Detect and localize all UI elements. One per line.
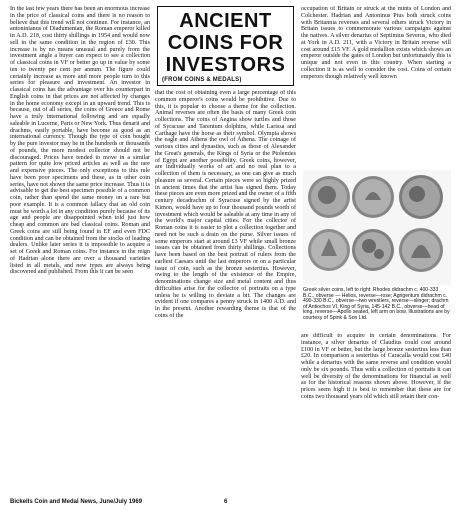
article-paragraph: that the cost of obtaining even a large percentage of this common emperor's coins would be prohibitive. Due to this, it is popular to choose a theme for the collection. Animal reverses are often the basis of many Greek coin collections. The coins of Aegina show turtles and those of Syracuse and Tarentum dolphins, while Larissa and Carthage have the horse as their symbol. Olympia shows the eagle and Athens the owl of Athena. The coinage of various cities and dynasties, such as those of Alexander the Great's generals, the Kings of Syria or the Ptolemies of Egypt are another possibility. Greek coins, however, are individually works of art and no real plan to a collection of them is necessary, as one can give as much pleasure as several. Certain pieces were so highly prized in ancient times that the artist has signed them. Today these pieces are even more prized and the owner of a fifth century decadrachm of Syracuse signed by the artist Kimon, would have up to four thousand pounds worth of investment which would be saleable at any time in any of the world's major capital cities. For the collector of Roman coins it is easier to plot a collection together and need not be such a drain on the purse. Silver issues of some emperors start at around £3 VF while small bronze issues can be obtained from thirty shillings. Collections have been based on the best portrait of rulers from the earliest Caesars until the last emperors or on a particular issue of coin, such as the bronze sestertius. However, owing to the length of the existence of the Empire, denominations change size and metal content and thus difficulties arise for the collector of portraits on a type unless he is willing to deviate a bit. The changes are evident if one compares a penny struck in 1400 A.D. and in the present. Another rewarding theme is that of the coins of the — [155, 90, 296, 319]
article-paragraph: occupation of Britain or struck at the mints of London and Colchester. Hadrian and Antoninus Pius both struck coins with Britannia reverses and several others struck Victory in Britain issues to commemorate various campaigns against the natives. A silver denarius of Septimius Severus, who died at York in A.D. 211, with a Victory in Britain reverse will cost around £15 VF. A gold medallion exists which shows an emperor outside the gates of London but unfortunately this is unique and not even in this country. When starting a collection it is as well to consider the cost. Coins of certain emperors though relatively well known — [301, 6, 451, 80]
page-number: 6 — [224, 499, 228, 505]
article-paragraph: are difficult to acquire in certain denominations. For instance, a silver denarius of Claudius could cost around £100 in VF or better, but the large bronze sestertius less than £20. In comparison a sestertius of Caracalla would cost £40 while a denarius with the same reverse and condition would only be six pounds. Thus with a collection of portraits it can well be diversity of the denominations for financial as well as for the historical reasons shown above. However, if the prices seem high it is best to remember that these are for coins two thousand years old which still retain their con- — [301, 333, 451, 400]
article-title-box — [157, 6, 294, 86]
title-line-1: ANCIENT — [179, 10, 272, 32]
title-line-2: COINS FOR — [167, 32, 284, 54]
coin-image — [399, 175, 443, 219]
article-column-1 — [10, 6, 150, 499]
coin-image — [308, 176, 350, 218]
article-paragraph: In the last few years there has been an enormous increase in the price of classical coins and there is no reason to believe that this trend will not continue. For instance, an antoninianus of Diadumenian, the Roman emperor killed in A.D. 218, cost thirty shillings in 1954 and would now sell in the same condition in the region of £30. This increase is by no means unusual and purely from the investment angle a buyer can expect to see a collection of classical coins in VF or better go up in value by some ten to twenty per cent per annum. The figure could certainly increase as more and more people turn to this series for pleasure and investment. An investor in classical coins has the advantage over his counterpart in English coins in that prices are not affected by changes in the home economy except in an upward trend. This is because, out of all series, the coins of Greece and Rome have a truly international following and are equally saleable in Lucerne, Paris or New York. Thus denarii and drachms, easily portable, have become as good as an international currency. Though the type of coin bought by the pure investor may be in the hundreds or thousands of pounds, the more modest collector should not be discouraged. Prices have tended to move in a similar pattern for quite low priced articles as well as the rare and expensive pieces. The only exceptions to this rule have been poor specimens and these, as in other coin series, have not shown the same price increase. Thus it is advisable to get the best specimen possible of a common coin, rather than spend the same money on a rare but poor example. It is a common fallacy that an old coin must be worth a lot in any condition purely because of its age and people are disappointed when told just how cheap and common are bad classical coins. Roman and Greek coins are still being found in EF and even FDC condition and can be obtained from the stocks of leading dealers. Unlike later series it is impossible to acquire a set of Greek and Roman coins. For instance in the reign of Hadrian alone there are over a thousand varieties listed in all metals, and new types are always being discovered and published. From this it can be seen — [10, 6, 150, 276]
greek-coins-photo — [303, 170, 451, 285]
coin-image — [308, 229, 350, 271]
coin-image — [399, 228, 443, 272]
coin-image — [352, 229, 394, 271]
coin-image — [352, 176, 394, 218]
article-column-3-bottom — [301, 333, 451, 503]
publication-footer: Bickells Coin and Medal News, June/July 1969 — [10, 499, 143, 505]
article-column-2 — [155, 90, 296, 503]
article-column-3-top — [301, 6, 451, 166]
photo-caption: Greek silver coins, left to right: Rhodes didrachm c. 400-333 B.C., obverse — Helios, reverse—rose; Agrigentum didrachm c. 490-330 B.C., obverse—two wrestlers, reverse—slinger; drachm of Antiochos VI, King of Syria, 145-142 B.C., obverse—head of king, reverse—Apollo seated, left arm on bow. Illustrations are by courtesy of Spink & Son Ltd. — [303, 287, 450, 321]
title-line-3: INVESTORS — [165, 54, 286, 76]
article-source: (FROM COINS & MEDALS) — [162, 77, 242, 83]
